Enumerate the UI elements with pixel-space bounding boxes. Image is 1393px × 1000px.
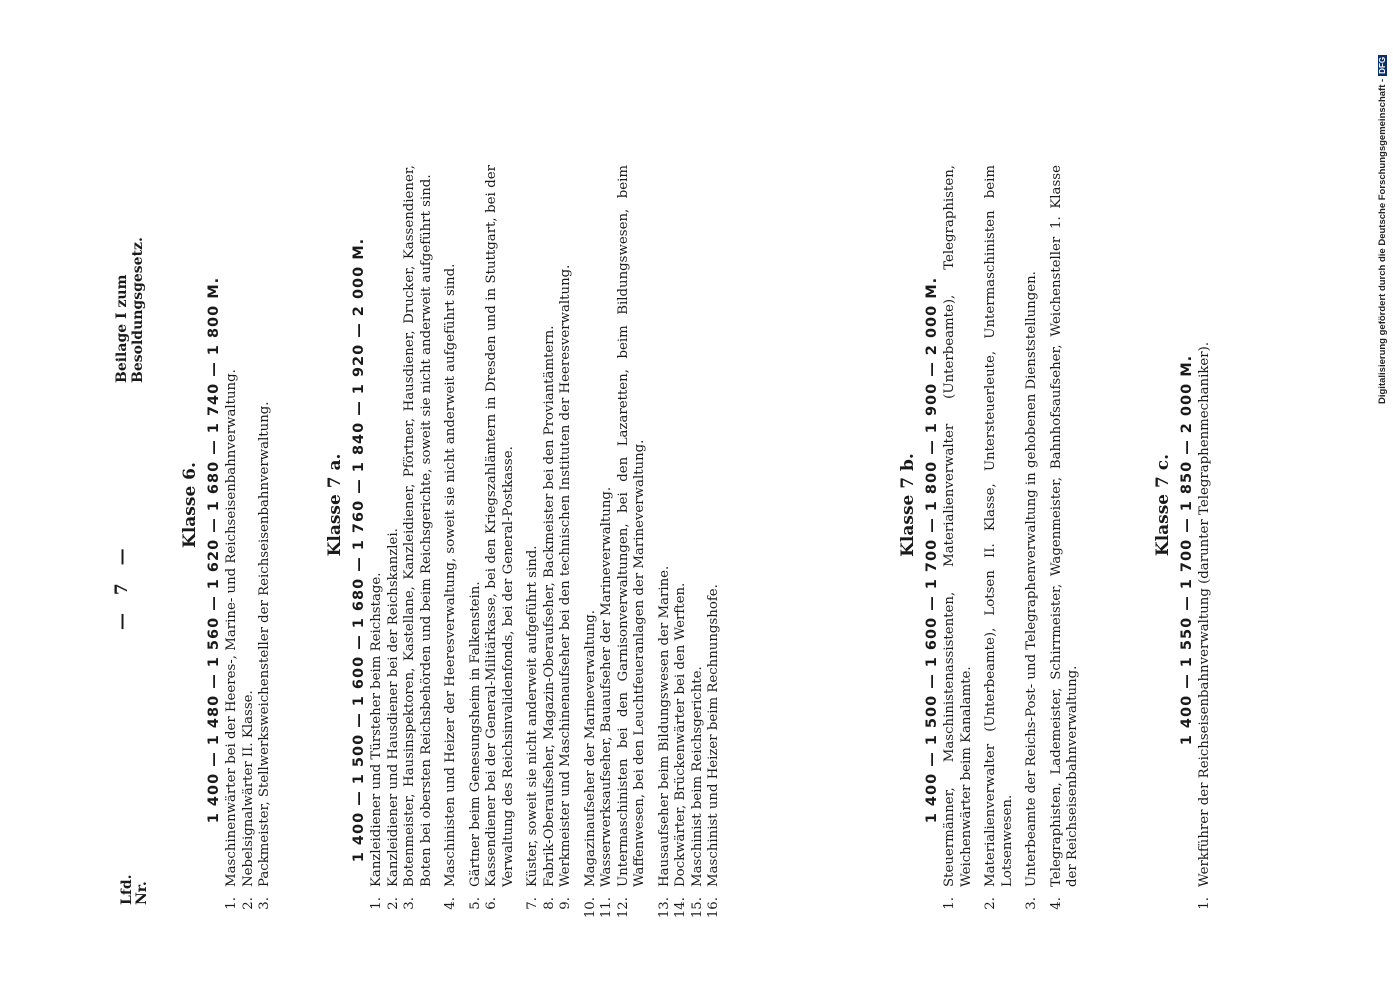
section-klasse-7c bbox=[1153, 165, 1214, 935]
list-item bbox=[1049, 165, 1082, 935]
item-text: Botenmeister, Hausinspektoren, Kastellane, Kanzleidiener, Pförtner, Hausdiener, Drucker, Kassendiener, Boten bei obersten Reichsbehörden und beim Reichsgerichte, soweit sie nicht anderweit aufgeführt sind. bbox=[402, 165, 434, 887]
item-number: 12. bbox=[615, 897, 631, 919]
list-item bbox=[583, 165, 600, 935]
list-item bbox=[616, 165, 649, 935]
item-number: 2. bbox=[240, 897, 256, 910]
item-text: Werkmeister und Maschinenaufseher bei den technischen Instituten der Heeresverwaltung. bbox=[558, 264, 573, 887]
salary-scale: 1 400 — 1 500 — 1 600 — 1 700 — 1 800 — 1 900 — 2 000 M. bbox=[924, 276, 940, 824]
item-text: Magazinaufseher der Marineverwaltung. bbox=[582, 610, 598, 887]
item-text: Werkführer der Reichseisenbahnverwaltung (darunter Telegraphenmechaniker). bbox=[1197, 341, 1212, 887]
list-item bbox=[224, 165, 241, 935]
section-title: Klasse 6. bbox=[180, 462, 200, 548]
item-number: 1. bbox=[369, 897, 384, 910]
list-item bbox=[1024, 165, 1041, 935]
list-item bbox=[558, 165, 575, 935]
section-klasse-7b bbox=[898, 165, 1082, 935]
column-header-lfd-nr bbox=[120, 874, 150, 905]
item-text: Hausaufseher beim Bildungswesen der Marine. bbox=[656, 565, 672, 887]
item-number: 10. bbox=[582, 897, 598, 919]
salary-scale: 1 400 — 1 480 — 1 560 — 1 620 — 1 680 — 1 740 — 1 800 M. bbox=[206, 276, 222, 824]
item-number: 1. bbox=[942, 897, 957, 910]
item-text: Untermaschinisten bei den Garnisonverwaltungen, bei den Lazaretten, beim Bildungswesen, beim Waffenwesen, bei den Leuchtfeueranlagen der Marineverwaltung. bbox=[615, 165, 647, 887]
item-number: 7. bbox=[525, 897, 540, 910]
item-number: 8. bbox=[541, 897, 557, 910]
item-text: Materialienverwalter (Unterbeamte), Lotsen II. Klasse, Untersteuerleute, Untermaschinisten beim Lotsenwesen. bbox=[983, 165, 1015, 887]
list-item bbox=[942, 165, 975, 935]
section-title: Klasse 7 b. bbox=[898, 453, 918, 557]
list-item bbox=[443, 165, 460, 935]
rotated-page bbox=[100, 165, 1240, 935]
list-item bbox=[257, 165, 274, 935]
item-number: 3. bbox=[257, 897, 272, 910]
dfg-logo: DFG bbox=[1378, 56, 1387, 74]
list-item bbox=[657, 165, 674, 935]
salary-scale: 1 400 — 1 500 — 1 600 — 1 680 — 1 760 — 1 840 — 1 920 — 2 000 M. bbox=[351, 237, 367, 863]
section-klasse-6 bbox=[180, 165, 274, 935]
list-item bbox=[386, 165, 403, 935]
list-item bbox=[983, 165, 1016, 935]
list-item bbox=[1197, 165, 1214, 935]
item-text: Gärtner beim Genesungsheim in Falkenstein. bbox=[467, 581, 483, 887]
list-item bbox=[369, 165, 386, 935]
item-number: 1. bbox=[224, 897, 239, 910]
item-number: 4. bbox=[443, 897, 458, 910]
item-number: 5. bbox=[467, 897, 483, 910]
item-number: 13. bbox=[656, 897, 672, 919]
item-text: Maschinist beim Reichsgerichte. bbox=[689, 666, 705, 887]
item-text: Maschinisten und Heizer der Heeresverwaltung, soweit sie nicht anderweit aufgeführt sind. bbox=[443, 263, 458, 887]
item-number: 2. bbox=[983, 897, 998, 910]
page-header bbox=[112, 165, 150, 935]
list-item bbox=[690, 165, 707, 935]
list-item bbox=[484, 165, 517, 935]
item-number: 2. bbox=[385, 897, 401, 910]
item-number: 3. bbox=[402, 897, 417, 910]
item-text: Nebelsignalwärter II. Klasse. bbox=[240, 690, 256, 887]
item-number: 4. bbox=[1048, 897, 1064, 910]
item-text: Maschinenwärter bei der Heeres-, Marine- und Reichseisenbahnverwaltung. bbox=[224, 369, 239, 887]
item-text: Packmeister, Stellwerksweichensteller der Reichseisenbahnverwaltung. bbox=[257, 401, 272, 887]
item-number: 9. bbox=[558, 897, 573, 910]
item-text: Steuermänner, Maschinistenassistenten, Materialienverwalter (Unterbeamte), Telegraphisten, Weichenwärter beim Kanalamte. bbox=[942, 165, 974, 887]
item-number: 6. bbox=[484, 897, 499, 910]
salary-scale: 1 400 — 1 550 — 1 700 — 1 850 — 2 000 M. bbox=[1179, 354, 1195, 746]
item-number: 1. bbox=[1197, 897, 1212, 910]
item-text: Telegraphisten, Lademeister, Schirrmeister, Wagenmeister, Bahnhofsaufseher, Weichensteller 1. Klasse der Reichseisenbahnverwaltung. bbox=[1048, 165, 1080, 887]
section-title: Klasse 7 a. bbox=[325, 453, 345, 557]
digitization-credit bbox=[1361, 14, 1388, 404]
nr-label: Nr. bbox=[134, 881, 150, 905]
item-text: Kassendiener bei der General-Militärkasse, bei den Kriegszahlämtern in Dresden und in Stuttgart, bei der Verwaltung des Reichsinvalidenfonds, bei der General-Postkasse. bbox=[484, 165, 516, 887]
item-number: 15. bbox=[689, 897, 705, 919]
list-item bbox=[599, 165, 616, 935]
list-item bbox=[241, 165, 258, 935]
item-text: Unterbeamte der Reichs-Post- und Telegraphenverwaltung in gehobenen Dienststellungen. bbox=[1024, 271, 1039, 887]
list-item bbox=[468, 165, 485, 935]
item-text: Kanzleidiener und Hausdiener bei der Reichskanzlei. bbox=[385, 528, 401, 887]
running-title: Beilage I zum Besoldungsgesetz. bbox=[114, 237, 146, 383]
item-text: Wasserwerksaufseher, Bauaufseher der Marineverwaltung. bbox=[599, 486, 614, 887]
list-item bbox=[542, 165, 559, 935]
list-item bbox=[706, 165, 723, 935]
lfd-label: Lfd. bbox=[119, 874, 135, 905]
list-item bbox=[525, 165, 542, 935]
item-text: Küster, soweit sie nicht anderweit aufgeführt sind. bbox=[525, 545, 540, 887]
credit-text: Digitalisierung gefördert durch die Deutsche Forschungsgemeinschaft - bbox=[1377, 78, 1388, 404]
list-item bbox=[673, 165, 690, 935]
item-text: Kanzleidiener und Türsteher beim Reichstage. bbox=[369, 572, 384, 887]
list-item bbox=[402, 165, 435, 935]
item-number: 14. bbox=[673, 897, 688, 919]
item-number: 16. bbox=[706, 897, 721, 919]
item-number: 3. bbox=[1024, 897, 1039, 910]
item-text: Fabrik-Oberaufseher, Magazin-Oberaufseher, Backmeister bei den Proviantämtern. bbox=[541, 325, 557, 887]
page-number: — 7 — bbox=[112, 542, 132, 630]
item-number: 11. bbox=[599, 897, 614, 919]
section-title: Klasse 7 c. bbox=[1153, 453, 1173, 557]
section-klasse-7a bbox=[325, 165, 723, 935]
item-text: Dockwärter, Brückenwärter bei den Werften. bbox=[673, 582, 688, 887]
item-text: Maschinist und Heizer beim Rechnungshofe. bbox=[706, 584, 721, 887]
